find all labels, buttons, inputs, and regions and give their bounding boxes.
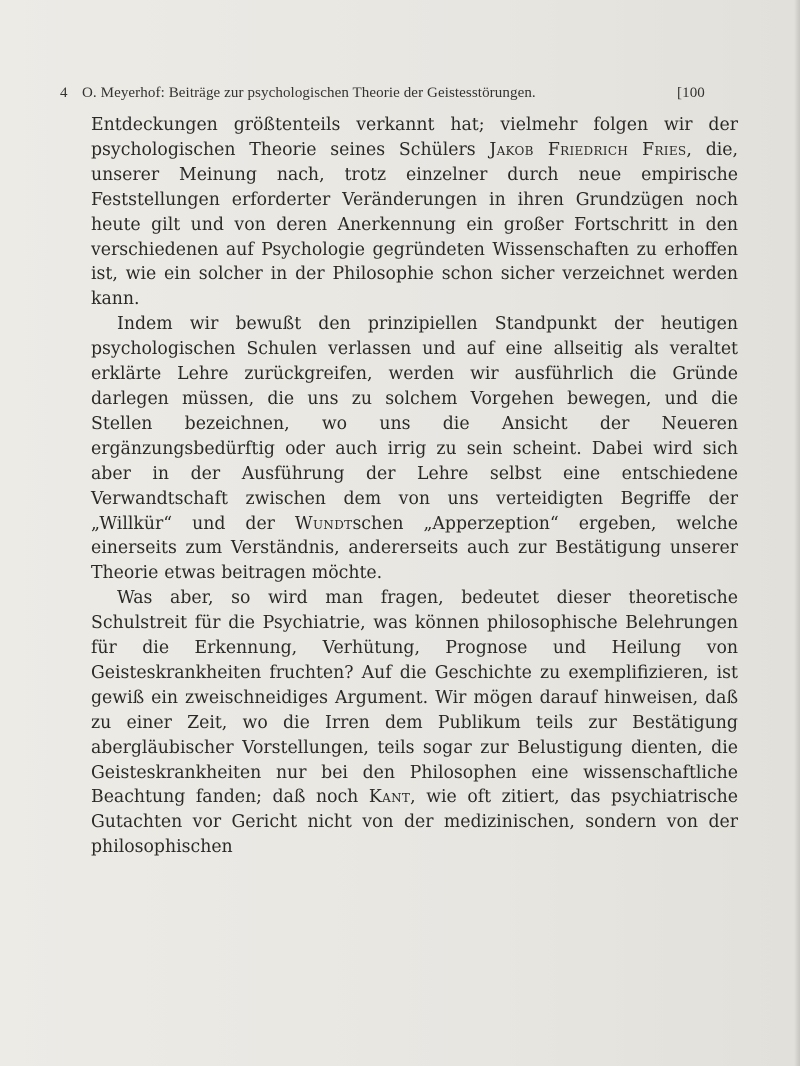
paragraph-3-end: , wie oft zitiert, das psychiatrische Gutachten vor Gericht nicht von der medizinischen, sondern von der philosophischen [91,787,739,858]
paragraph-1-rest: die, unserer Meinung nach, trotz einzelner durch neue empirische Feststellungen erforderter Veränderungen in ihren Grundzügen noch heute gilt und von deren Anerkennung ein großer Fortschritt in den verschiedenen auf Psychologie gegründeten Wissenschaften zu erhoffen ist, wie ein solcher in der Philosophie schon sicher verzeichnet werden kann. [91,139,739,310]
paragraph-1 [91,113,738,312]
running-title: O. Meyerhof: Beiträge zur psychologischen Theorie der Geistesstörungen. [82,85,536,101]
body-text [91,113,738,860]
original-page-reference: [100 [677,85,705,101]
paragraph-2-start: Indem wir bewußt den prinzipiellen Standpunkt der heutigen psychologischen Schulen verlassen und auf eine allseitig als veraltet erklärte Lehre zurückgreifen, werden wir ausführlich die Gründe darlegen müssen, die uns zu solchem Vorgehen bewegen, und die Stellen bezeichnen, wo uns die Ansicht der Neueren ergänzungsbedürftig oder auch irrig zu sein scheint. Dabei wird sich aber in der Ausführung der Lehre selbst eine entschiedene Verwandtschaft zwischen dem von uns verteidigten Begriffe der „Willkür“ und der [91,314,738,534]
person-name-wundt: Wundt [294,513,353,534]
running-head [60,85,740,109]
paragraph-2 [91,312,738,586]
person-name-kant: Kant [368,787,411,808]
line-2-end: , [686,139,692,160]
line-1: Entdeckungen größtenteils verkannt hat; vielmehr folgen wir der [91,115,738,135]
paragraph-2-end: schen „Apperzeption“ ergeben, welche einerseits zum Verständnis, andererseits auch zur Bestätigung unserer Theorie etwas beitragen möchte. [91,513,738,584]
page-number: 4 [60,85,68,101]
page-edge-shadow [794,0,800,1066]
paragraph-3-start: Was aber, so wird man fragen, bedeutet dieser theoretische Schulstreit für die Psychiatrie, was können philosophische Belehrungen für die Erkennung, Verhütung, Prognose und Heilung von Geisteskrankheiten fruchten? Auf die Geschichte zu exemplifizieren, ist gewiß ein zweischneidiges Argument. Wir mögen darauf hinweisen, daß zu einer Zeit, wo die Irren dem Publikum teils zur Bestätigung abergläubischer Vorstellungen, teils sogar zur Belustigung dienten, die Geisteskrankheiten nur bei den Philosophen eine wissenschaftliche Beachtung fanden; daß noch [91,588,738,808]
line-2-start: psychologischen Theorie seines Schülers [91,139,490,160]
paragraph-3 [91,586,738,860]
person-name-fries: Jakob Friedrich Fries [489,139,687,160]
